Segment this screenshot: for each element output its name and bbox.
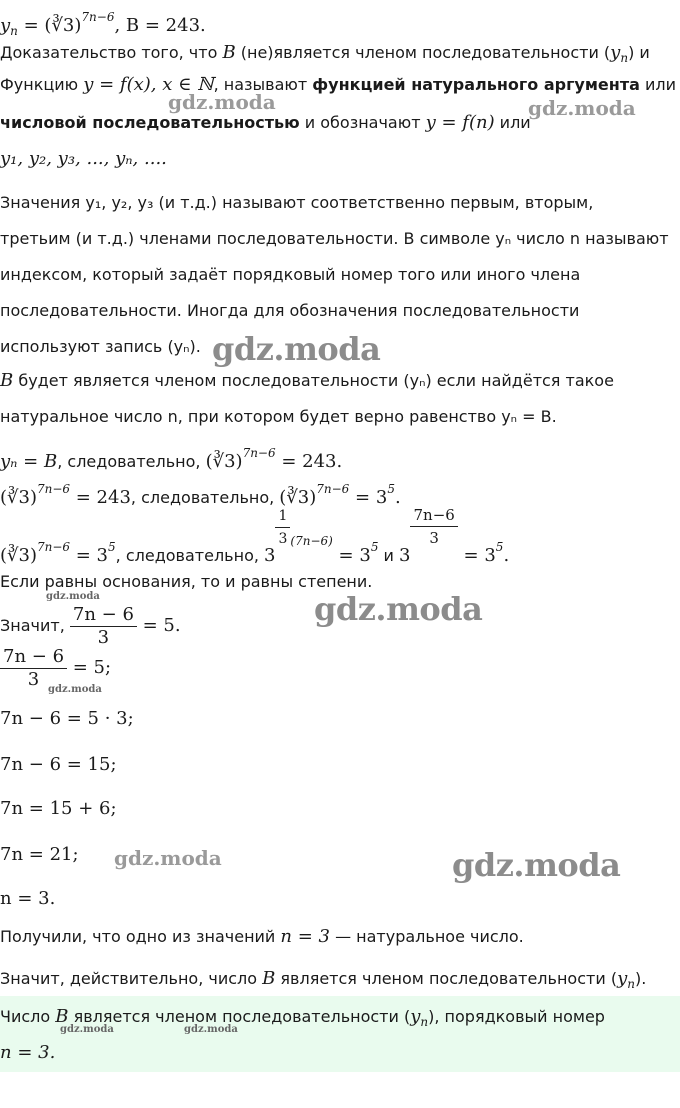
sequence-line: y₁, y₂, y₃, ..., yₙ, .... [0,148,167,169]
watermark: gdz.moda [314,590,483,628]
equation-line-3: 7n = 15 + 6; [0,798,117,819]
paragraph-index: индексом, который задаёт порядковый номер того или иного члена [0,265,581,284]
paragraph-notation2: последовательности. Иногда для обозначения последовательности [0,301,580,320]
paragraph-record: используют запись (yₙ). [0,337,201,356]
answer-line-1: Число B является членом последовательности $(y_n)$, порядковый номер [0,1006,605,1029]
paragraph-proof-intro: Доказательство того, что B (не)является членом последовательности $(y_n)$ и [0,42,650,65]
equation-step-2: (∛3)$^{7n-6}$ = 243, следовательно, (∛3)$^{7n-6}$ = $3^5$. [0,482,401,508]
paragraph-notation: числовой последовательностью и обозначают y = f(n) или [0,112,531,133]
equation-fraction-2: $\frac{7n - 6}{3}$ = 5; [0,646,111,691]
paragraph-values: Значения y₁, y₂, y₃ (и т.д.) называют соответственно первым, вторым, [0,193,594,212]
watermark: gdz.moda [184,1024,238,1035]
equation-line-5: n = 3. [0,888,56,909]
watermark: gdz.moda [168,90,276,114]
answer-line-2: n = 3. [0,1042,56,1063]
watermark: gdz.moda [114,846,222,870]
watermark: gdz.moda [46,591,100,602]
equation-line-1: 7n − 6 = 5 · 3; [0,708,134,729]
equation-line-4: 7n = 21; [0,844,79,865]
watermark: gdz.moda [48,684,102,695]
equation-line-2: 7n − 6 = 15; [0,754,117,775]
watermark: gdz.moda [60,1024,114,1035]
watermark: gdz.moda [212,330,381,368]
paragraph-members: третьим (и т.д.) членами последовательности. В символе yₙ число n называют [0,229,669,248]
watermark: gdz.moda [452,846,621,884]
equation-step-3: (∛3)$^{7n-6}$ = $3^5$, следовательно, 3 $\frac{1}{3}$ $^{(7n-6)} = 3^5$ и 3 $\frac{7n-6}{3}$ = $3^5$. [0,506,510,566]
equation-fraction-1: Значит, $\frac{7n - 6}{3}$ = 5. [0,604,181,648]
paragraph-conclusion: Значит, действительно, число B является членом последовательности $(y_n)$. [0,968,647,991]
given-formula: $y_n$ = (∛3)$^{7n-6}$, B = 243. [0,10,206,38]
paragraph-natural-number: натуральное число n, при котором будет верно равенство yₙ = B. [0,407,557,426]
watermark: gdz.moda [528,96,636,120]
paragraph-condition: B будет является членом последовательности (yₙ) если найдётся такое [0,370,614,391]
equation-step-1: yₙ = B, следовательно, (∛3)$^{7n-6}$ = 243. [0,446,343,472]
paragraph-result: Получили, что одно из значений n = 3 — натуральное число. [0,926,524,947]
paragraph-function-def: Функцию y = f(x), x ∈ ℕ, называют функцией натурального аргумента или [0,74,677,95]
paragraph-equal-bases: Если равны основания, то и равны степени. [0,572,373,591]
